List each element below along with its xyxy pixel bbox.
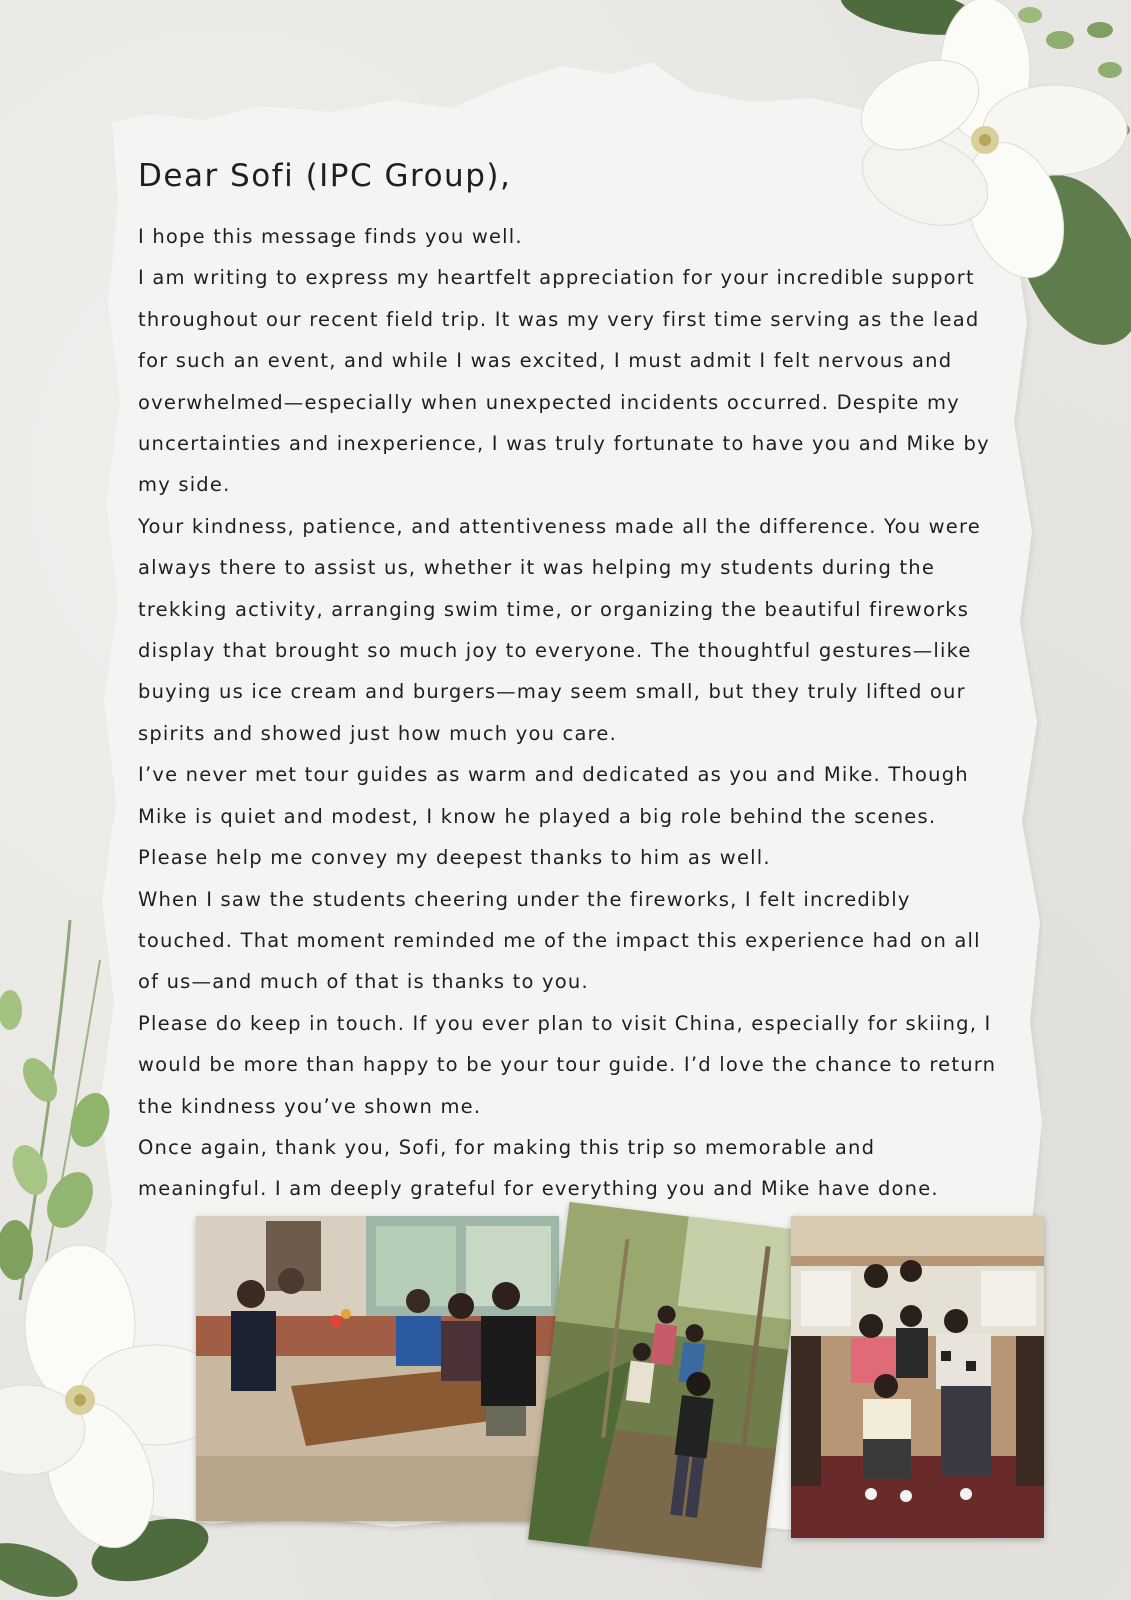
letter-body xyxy=(138,150,1008,1210)
letter-paragraph-7: Once again, thank you, Sofi, for making this trip so memorable and meaningful. I am deeply grateful for everything you and Mike have done. xyxy=(138,1135,939,1201)
letter-paragraph-3: Your kindness, patience, and attentiveness made all the difference. You were always there to assist us, whether it was helping my students during the trekking activity, arranging swim time, or organizing the beautiful fireworks display that brought so much joy to everyone. The thoughtful gestures—like buying us ice cream and burgers—may seem small, but they truly lifted our spirits and showed just how much you care. xyxy=(138,514,981,745)
letter-greeting: Dear Sofi (IPC Group), xyxy=(138,158,512,194)
letter-paragraph-6: Please do keep in touch. If you ever plan to visit China, especially for skiing, I would be more than happy to be your tour guide. I’d love the chance to return the kindness you’ve shown me. xyxy=(138,1011,997,1118)
trekking-photo xyxy=(528,1202,803,1568)
group-dinner-photo xyxy=(196,1216,559,1521)
letter-paragraph-1: I hope this message finds you well. xyxy=(138,225,523,248)
letter-paragraph-2: I am writing to express my heartfelt appreciation for your incredible support throughout our recent field trip. It was my very first time serving as the lead for such an event, and while I was excited, I must admit I felt nervous and overwhelmed—especially when unexpected incidents occurred. Despite my uncertainties and inexperience, I was truly fortunate to have you and Mike by my side. xyxy=(138,266,990,497)
letter-paragraph-4: I’ve never met tour guides as warm and dedicated as you and Mike. Though Mike is quiet and modest, I know he played a big role behind the scenes. Please help me convey my deepest thanks to him as well. xyxy=(138,763,969,870)
letter-paragraph-5: When I saw the students cheering under the fireworks, I felt incredibly touched. That moment reminded me of the impact this experience had on all of us—and much of that is thanks to you. xyxy=(138,887,981,994)
group-hall-photo xyxy=(791,1216,1044,1538)
